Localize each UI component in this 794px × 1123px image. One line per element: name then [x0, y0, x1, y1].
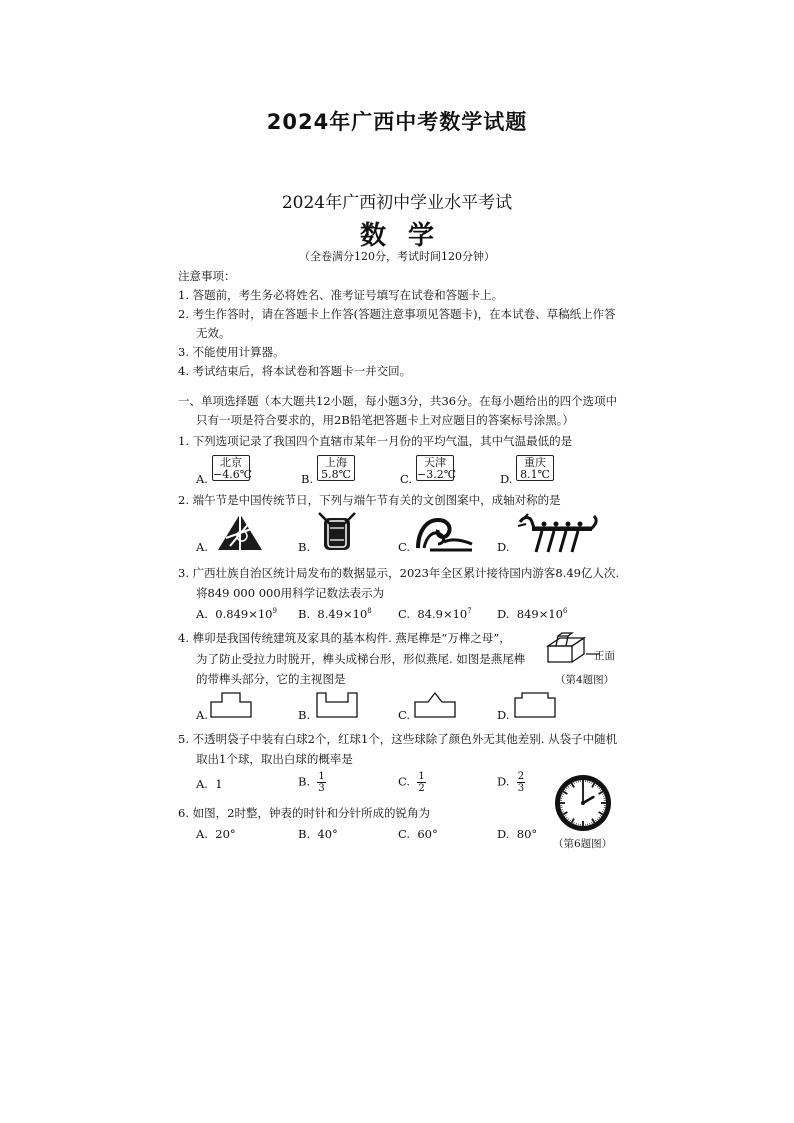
q3-option-c-letter: C. [398, 607, 411, 621]
q1-option-d-city: 重庆 [524, 456, 546, 469]
clock-icon [553, 773, 613, 833]
q4-option-c-letter: C. [398, 708, 411, 722]
q5-option-a-letter: A. [196, 777, 208, 791]
q6-option-d-letter: D. [497, 827, 510, 841]
q3-stem-line2: 将849 000 000用科学记数法表示为 [196, 586, 385, 600]
subject-title: 数学 [359, 221, 456, 251]
q1-option-b-city: 上海 [325, 456, 347, 469]
q1-option-a-letter: A. [196, 472, 208, 486]
q1-stem: 1. 下列选项记录了我国四个直辖市某年一月份的平均气温，其中气温最低的是 [178, 434, 573, 448]
notice-item-2: 2. 考生作答时，请在答题卡上作答(答题注意事项见答题卡)，在本试卷、草稿纸上作答 [178, 307, 616, 321]
q5-option-d[interactable] [497, 771, 525, 794]
q6-option-a-value: 20° [215, 827, 236, 841]
q4-caption: （第4题图） [555, 674, 615, 686]
q1-option-d-temp: 8.1℃ [520, 468, 550, 481]
q3-option-b[interactable] [298, 607, 372, 621]
exam-title: 2024年广西初中学业水平考试 [281, 193, 513, 213]
q5-stem-line2: 取出1个球，取出白球的概率是 [196, 752, 353, 766]
notice-item-1: 1. 答题前，考生务必将姓名、准考证号填写在试卷和答题卡上。 [178, 288, 504, 302]
q1-option-b-badge[interactable] [317, 455, 355, 481]
q1-option-c-letter: C. [400, 472, 413, 486]
q6-option-c-value: 60° [417, 827, 438, 841]
q1-option-d-letter: D. [500, 472, 513, 486]
page-title: 2024年广西中考数学试题 [266, 110, 528, 134]
section1-heading: 一、单项选择题（本大题共12小题，每小题3分，共36分。在每小题给出的四个选项中 [178, 394, 618, 408]
q3-option-b-letter: B. [298, 607, 311, 621]
q5-option-d-num: 2 [517, 771, 525, 782]
q4-option-d-letter: D. [497, 708, 510, 722]
q1-option-d-badge[interactable] [516, 455, 554, 481]
q6-option-a-letter: A. [196, 827, 208, 841]
q6-option-c-letter: C. [398, 827, 411, 841]
q3-stem-line1: 3. 广西壮族自治区统计局发布的数据显示，2023年全区累计接待国内游客8.49亿人次. [178, 566, 620, 580]
q6-option-d[interactable] [497, 827, 537, 841]
q4-stem-line3: 的带榫头部分，它的主视图是 [196, 672, 346, 686]
q5-option-b-den: 3 [318, 783, 325, 794]
q6-option-c[interactable] [398, 827, 438, 841]
q5-option-c-den: 2 [418, 783, 425, 794]
q1-option-b-letter: B. [301, 472, 314, 486]
drum-icon[interactable] [318, 512, 356, 552]
q4-option-a-shape[interactable] [210, 692, 252, 718]
notice-item-4: 4. 考试结束后，将本试卷和答题卡一并交回。 [178, 364, 412, 378]
q5-option-d-letter: D. [497, 774, 510, 789]
q1-option-b-temp: 5.8℃ [321, 468, 351, 481]
notice-item-2-cont: 无效。 [196, 326, 231, 340]
q1-option-c-city: 天津 [424, 456, 446, 469]
q3-option-d[interactable] [497, 607, 567, 621]
q6-caption: （第6题图） [553, 838, 613, 850]
q5-option-b[interactable] [298, 771, 326, 794]
q3-option-d-letter: D. [497, 607, 510, 621]
q1-option-a-city: 北京 [220, 456, 242, 469]
q6-option-a[interactable] [196, 827, 236, 841]
q2-stem: 2. 端午节是中国传统节日，下列与端午节有关的文创图案中，成轴对称的是 [178, 493, 561, 507]
q3-option-b-base: 8.49×10 [317, 607, 368, 621]
q4-stem-line2: 为了防止受拉力时脱开，榫头成梯台形，形似燕尾. 如图是燕尾榫 [196, 652, 526, 666]
q3-option-a-exp: 9 [272, 607, 277, 616]
q1-option-a-temp: −4.6℃ [213, 468, 253, 481]
q3-option-c-base: 84.9×10 [417, 607, 468, 621]
section1-instructions: 只有一项是符合要求的，用2B铅笔把答题卡上对应题目的答案标号涂黑。） [196, 413, 575, 427]
q5-option-b-num: 1 [318, 771, 325, 782]
score-note: （全卷满分120分，考试时间120分钟） [299, 250, 495, 263]
notice-heading: 注意事项： [178, 269, 236, 283]
q3-option-a[interactable] [196, 607, 277, 621]
q5-option-a-value: 1 [215, 777, 223, 791]
notice-item-3: 3. 不能使用计算器。 [178, 345, 285, 359]
q6-stem: 6. 如图，2时整，钟表的时针和分针所成的锐角为 [178, 806, 430, 820]
q2-option-c-letter: C. [398, 540, 411, 554]
zongzi-icon[interactable] [216, 512, 264, 552]
q1-option-a-badge[interactable] [212, 455, 253, 481]
q2-option-d-letter: D. [497, 540, 510, 554]
q6-option-b-letter: B. [298, 827, 311, 841]
q3-option-c[interactable] [398, 607, 472, 621]
q3-option-d-exp: 6 [563, 607, 568, 616]
q3-option-a-letter: A. [196, 607, 208, 621]
q3-option-d-base: 849×10 [516, 607, 564, 621]
q5-option-c-num: 1 [418, 771, 425, 782]
q5-option-c[interactable] [398, 771, 426, 794]
q4-option-b-shape[interactable] [316, 692, 358, 718]
q6-option-d-value: 80° [516, 827, 538, 841]
q1-option-c-badge[interactable] [416, 455, 457, 481]
q5-option-b-letter: B. [298, 774, 311, 789]
q5-option-d-den: 3 [517, 783, 525, 794]
q5-option-a[interactable] [196, 777, 223, 791]
q4-figure-label: 正面 [594, 650, 615, 662]
wave-cloud-icon[interactable] [416, 512, 474, 552]
q4-option-d-shape[interactable] [514, 692, 556, 718]
q1-option-c-temp: −3.2℃ [417, 468, 457, 481]
q3-option-a-base: 0.849×10 [215, 607, 273, 621]
q5-stem-line1: 5. 不透明袋子中装有白球2个，红球1个，这些球除了颜色外无其他差别. 从袋子中随机 [178, 732, 618, 746]
q4-option-c-shape[interactable] [414, 692, 456, 718]
dragon-boat-icon[interactable] [518, 512, 598, 554]
q4-option-b-letter: B. [298, 708, 311, 722]
q6-option-b[interactable] [298, 827, 338, 841]
q5-option-c-letter: C. [398, 774, 411, 789]
q3-option-c-exp: 7 [467, 607, 472, 616]
q2-option-a-letter: A. [196, 540, 208, 554]
q3-option-b-exp: 8 [367, 607, 372, 616]
q4-option-a-letter: A. [196, 708, 208, 722]
q2-option-b-letter: B. [298, 540, 311, 554]
q4-stem-line1: 4. 榫卯是我国传统建筑及家具的基本构件. 燕尾榫是“万榫之母”， [178, 631, 511, 645]
q6-option-b-value: 40° [317, 827, 338, 841]
